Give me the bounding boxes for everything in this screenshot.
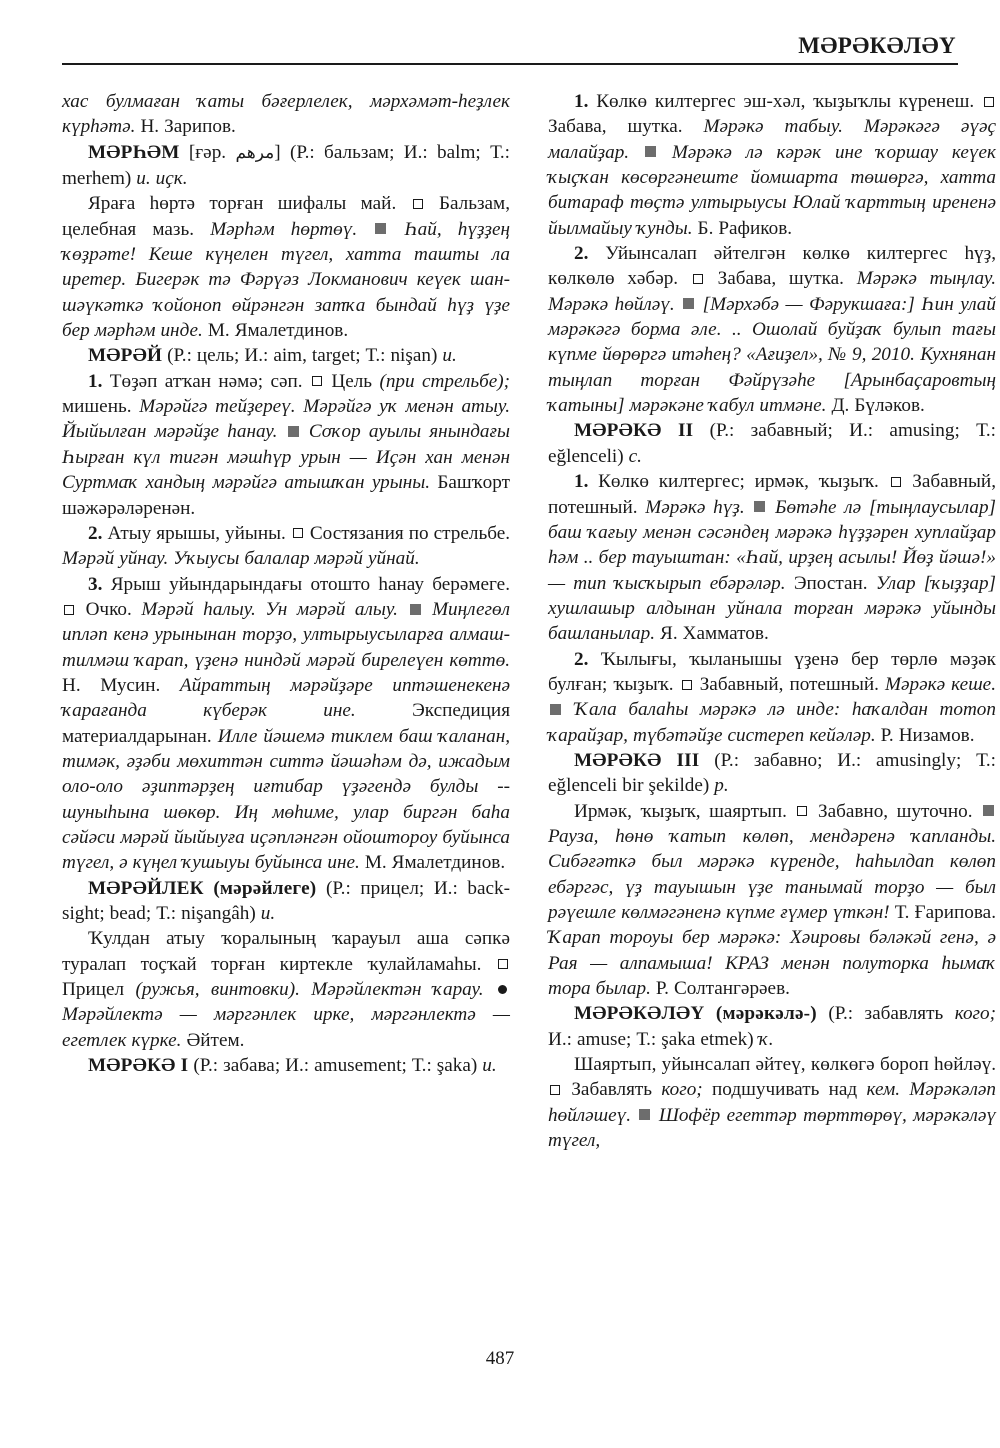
illustration-marker-icon	[288, 426, 299, 437]
header-rule	[62, 63, 958, 65]
translation-italic-b: кем.	[866, 1079, 901, 1101]
part-of-speech: и.	[260, 903, 276, 924]
citation: Мәрәкә лә кәрәк ине ҡоршау кеүек ҡыҫҡан көсөргәнеште йомшарта төшөргә, хатта битараф төҫтә ултырыусы Юлай ҡарттың ирененә йылмайыу ҡунды.	[548, 141, 997, 239]
citation-source-2: Р. Солтангәрәев.	[655, 978, 790, 1000]
examples: Мәрәкә тыңлау. Мәрәкә һөйләү.	[548, 268, 996, 315]
headword: МӘРӘЙЛЕК	[88, 877, 204, 899]
illustration-marker-icon	[645, 146, 656, 157]
inflection: (мәрәйлеге)	[213, 877, 317, 899]
translation-italic: (ружья, винтовки).	[135, 979, 300, 1001]
left-column	[62, 89, 510, 1078]
citation-source: Башҡорт шәжәрәләренән.	[62, 472, 511, 519]
citation-2: Кухнянан тыңлап торған Фәйрүзәһе [Арынбаҫаровтың ҡатыны] мәрәкәне ҡабул итмәне.	[548, 344, 997, 417]
illustration-marker-icon	[754, 501, 765, 512]
translation: Состязания по стрельбе.	[309, 522, 511, 544]
gloss-roman-b: И.: amuse; Т.: şaka etmek)	[548, 1028, 754, 1050]
sense-number: 2.	[574, 648, 589, 670]
part-of-speech: и.	[442, 345, 457, 367]
translation: Очко.	[85, 598, 132, 620]
illustration-marker-icon	[983, 805, 994, 816]
citation-source-3: М. Ямалетдинов.	[364, 852, 506, 874]
citation-source: М. Ямалетдинов.	[207, 320, 349, 342]
entry-marailek-head	[62, 876, 510, 927]
entry-maraka-1-sense-1	[548, 89, 996, 241]
etymology-arabic: مرهم	[235, 142, 275, 163]
right-column	[548, 89, 996, 1153]
headword: МӘРҺӘМ	[88, 141, 180, 163]
definition: Ҡылығы, ҡыланышы үҙенә бер төрлө мәҙәк булған; ҡыҙыҡ.	[548, 648, 996, 695]
entry-maraka-1-head	[62, 1053, 510, 1078]
translation-marker-icon	[550, 1085, 560, 1095]
citation-source: Т. Ғарипова.	[894, 902, 996, 923]
translation-marker-icon	[293, 528, 303, 538]
examples: Мәрәй уйнау. Уҡыусы балалар мәрәй уйнай.	[62, 548, 420, 570]
definition: Көлкө килтергес эш-хәл, ҡыҙыҡлы күренеш.	[596, 91, 975, 112]
examples: Мәрәйлектән ҡарау.	[311, 979, 484, 1001]
illustration-marker-icon	[375, 223, 386, 234]
translation-marker-icon	[891, 477, 901, 487]
headword: МӘРӘКӘ II	[574, 420, 694, 442]
gloss-italic: кого;	[954, 1003, 997, 1025]
sense-number: 2.	[88, 522, 103, 544]
gloss: (Р.: бальзам; И.: balm; Т.: merhem)	[62, 141, 511, 190]
translation-marker-icon	[984, 97, 994, 107]
carryover-source: Н. Зарипов.	[140, 116, 236, 138]
citation-3: Илле йәшемә тиклем баш ҡаланан, тимәк, әҙәби мөхиттән ситтә йәшәһәм дә, ижадым оло-оло әҙиптәрҙең иғтибар үҙәгендә булды -- шуныһына шөкөр. Иң мөһиме, улар биргән баһа сәйәси мәрәй йыйыуға иҫәпләнгән ойоштороу буйынса түгел, ә күңел ҡушыуы буйынса ине.	[62, 725, 511, 874]
citation-2: Ҡарап тороуы бер мәрәкә: Хәировы бәләкәй генә, ә Рая — алпамыша! КРАЗ менән полуторка һымаҡ тора былар.	[548, 927, 996, 1000]
sense-number: 1.	[88, 370, 103, 392]
gloss: (Р.: забавный; И.: amusing; Т.: eğlenceli)	[548, 420, 997, 467]
part-of-speech: р.	[714, 775, 729, 797]
translation-roman-b: подшучивать над	[712, 1079, 858, 1101]
entry-marhem-head	[62, 140, 510, 192]
translation-marker-icon	[797, 806, 807, 816]
translation-roman-b: мишень.	[62, 396, 132, 418]
citation: Һай, һүҙҙең ҡөҙрәте! Кеше күңелен түгел, хатта ташты ла иретер. Бигерәк тә Фәрүәз Локманович кеүек шан-шәүкәткә ҡойоноп өйрәнгән затҡа бындай һүҙ үҙе бер мәрһәм инде.	[62, 218, 510, 342]
translation-roman: Забавлять	[571, 1079, 653, 1101]
entry-maraka-2-sense-2	[548, 647, 996, 748]
carryover-italic-tail: хас булмаған ҡаты бәғерлелек, мәрхәмәт-һеҙлек күрһәтә.	[62, 91, 510, 138]
examples: Мәрһәм һөртөү.	[210, 218, 358, 240]
entry-marailek-sense-1	[62, 926, 510, 1053]
citation-2: Айраттың мәрәйҙәре иптәшенекенә ҡарағанда күберәк ине.	[62, 674, 510, 722]
citation-source: «Ағиҙел», № 9, 2010.	[746, 344, 915, 366]
illustration-marker-icon	[410, 604, 421, 615]
sense-number: 1.	[574, 471, 589, 493]
translation: Забава, шутка.	[717, 268, 844, 290]
citation-source: Б. Рафиков.	[697, 217, 793, 239]
examples: Мәрәкә табыу. Мәрәкәгә әүәҫ малайҙар.	[548, 116, 996, 163]
sense-number: 3.	[88, 573, 103, 595]
illustration-marker-icon	[550, 704, 561, 715]
gloss: (Р.: забава; И.: amusement; Т.: şaka)	[193, 1055, 478, 1077]
part-of-speech: и.	[482, 1055, 497, 1077]
entry-marakalau-sense-1	[548, 1052, 996, 1153]
citation: Соҡор ауылы янындағы Һырған күл тигән мәшһүр урын — Иҫән хан менән Суртмаҡ хандың мәрәйгә атышҡан урыны.	[62, 421, 510, 494]
text-columns	[62, 89, 997, 1153]
page-number: 487	[485, 1348, 515, 1369]
entry-marai-sense-1	[62, 369, 510, 521]
definition: Ярыш уйындарындағы отошто һанау берәмеге.	[110, 573, 510, 595]
headword: МӘРӘКӘЛӘҮ	[574, 1003, 705, 1025]
running-head: МӘРӘКӘЛӘҮ	[798, 33, 956, 58]
part-of-speech: ҡ.	[758, 1028, 774, 1050]
headword: МӘРӘКӘ I	[88, 1055, 189, 1077]
definition: Шаяртып, уйынсалап әйтеү, көлкөгә бороп һөйләү.	[574, 1054, 996, 1076]
proverb-marker-icon	[498, 985, 507, 994]
entry-maraka-2-head	[548, 418, 996, 469]
inflection: (мәрәкәлә-)	[715, 1003, 817, 1025]
translation: Забавно, шуточно.	[817, 800, 973, 822]
translation-marker-icon	[312, 376, 322, 386]
entry-maraka-2-sense-1	[548, 469, 996, 646]
citation: Миңлегөл ипләп кенә урынынан торҙо, ултырыусыларға алмаш-тилмәш ҡарап, үҙенә ниндәй мәрәй бирелеүен көттө.	[62, 598, 510, 671]
entry-marai-sense-3	[62, 572, 510, 876]
translation-roman: Цель	[331, 370, 373, 392]
translation-marker-icon	[413, 199, 423, 209]
translation-roman: Прицел	[62, 979, 125, 1001]
citation-source: Н. Мусин.	[62, 674, 161, 696]
part-of-speech: и. иҫк.	[136, 168, 188, 190]
entry-maraka-1-sense-2	[548, 241, 996, 418]
definition: Уйынсалап әйтелгән көлкө килтергес һүҙ, көлкөлө хәбәр.	[548, 243, 997, 290]
citation: [Мәрхәбә — Фәрукшаға:] Һин улай мәрәкәгә борма әле. .. Ошолай буйҙаҡ булып тағы күпме йөрөргә итәһең?	[548, 293, 996, 366]
sense-number: 1.	[574, 91, 589, 112]
definition: Атыу ярышы, уйыны.	[107, 522, 286, 544]
examples: Мәрәкә кеше.	[885, 673, 996, 695]
headword: МӘРӘЙ	[88, 345, 163, 367]
translation-marker-icon	[682, 680, 692, 690]
entry-marhem-sense-1	[62, 191, 510, 343]
part-of-speech: с.	[628, 445, 642, 467]
translation-marker-icon	[498, 959, 508, 969]
definition: Яраға һөртә торған шифалы май.	[88, 193, 397, 215]
citation-source: Р. Низамов.	[880, 724, 975, 746]
citation-2: Улар [ҡыҙҙар] хушлашыр алдынан уйнала торған мәрәкә уйынды башланылар.	[548, 572, 997, 645]
illustration-marker-icon	[683, 298, 694, 309]
headword: МӘРӘКӘ III	[574, 749, 700, 771]
gloss: (Р.: забавно; И.: amusingly; Т.: eğlenceli bir şekilde)	[548, 749, 997, 797]
gloss-roman: (Р.: забавлять	[828, 1003, 944, 1025]
proverb: Мәрәйлектә — мәргәнлек ирке, мәргәнлектә — егетлек күрке.	[62, 1004, 510, 1051]
illustration-marker-icon	[639, 1109, 650, 1120]
translation-italic: кого;	[661, 1079, 703, 1101]
definition: Көлкө килтергес; ирмәк, ҡыҙыҡ.	[598, 471, 879, 493]
carryover-paragraph	[62, 89, 510, 140]
entry-marai-head	[62, 343, 510, 368]
entry-marai-sense-2	[62, 521, 510, 572]
examples: Мәрәй һалыу. Ун мәрәй алыу.	[141, 598, 398, 620]
definition: Ҡулдан атыу ҡоралының ҡарауыл аша сәпкә туралап тоҫҡай торған киртекле ҡулайламаһы.	[62, 928, 510, 975]
gloss: (Р.: прицел; И.: back-sight; bead; Т.: nişangâh)	[62, 877, 511, 924]
examples: Мәрәйгә тейҙереү. Мәрәйгә уҡ менән атыу. Йыйылған мәрәйҙе һанау.	[62, 396, 510, 443]
citation-source-2: Д. Бүләков.	[831, 395, 925, 417]
citation: Шофёр егеттәр төрттөрөү, мәрәкәләү түгел,	[548, 1104, 997, 1152]
examples: Мәрәкәләп һөйләшеү.	[548, 1079, 996, 1126]
citation: Бөтәһе лә [тыңлаусылар] баш ҡағыу менән сәсәндең мәрәкә һүҙҙәрен хуплайҙар һәм .. бер тауыштан: «Һай, ирҙең асылы! Йөҙ йәшә!» — тип ҡысҡырып ебәрәләр.	[548, 496, 997, 594]
translation: Забавный, потешный.	[548, 471, 996, 518]
citation-source-2: Я. Хамматов.	[660, 623, 769, 645]
entry-maraka-3-head	[548, 748, 996, 799]
translation: Забава, шутка.	[548, 116, 683, 138]
citation-source: Эпостан.	[793, 572, 868, 594]
gloss: (Р.: цель; И.: aim, target; Т.: nişan)	[167, 345, 438, 367]
translation-marker-icon	[64, 605, 74, 615]
sense-number: 2.	[574, 243, 589, 265]
proverb-source: Әйтем.	[186, 1029, 245, 1051]
translation: Забавный, потешный.	[699, 673, 879, 695]
etymology-open: [ғәр.	[188, 141, 227, 163]
translation: Бальзам, целебная мазь.	[62, 193, 511, 240]
definition: Төҙәп атҡан нәмә; сәп.	[109, 370, 303, 392]
citation: Рауза, һөнө ҡатып көлөп, мендәренә ҡапланды. Сибәғәткә был мәрәкә күренде, һаһылдап көлөп ебәргәс, үҙ тауышын үҙе танымай торҙо — был рәүешле көлмәгәненә күпме ғүмер үткән!	[548, 825, 996, 923]
translation-italic: (при стрельбе);	[379, 370, 511, 392]
definition: Ирмәк, ҡыҙыҡ, шаяртып.	[574, 800, 787, 822]
citation-source-2: Экспедиция материалдарынан.	[62, 700, 511, 747]
translation-marker-icon	[693, 274, 703, 284]
entry-marakalau-head	[548, 1001, 996, 1052]
etymology-close: ]	[274, 141, 281, 163]
entry-maraka-3-sense-1	[548, 799, 996, 1002]
citation: Ҡала балаһы мәрәкә лә инде: һаҡалдан тотоп ҡарайҙар, түбәтәйҙе систереп кейәләр.	[548, 699, 996, 746]
examples: Мәрәкә һүҙ.	[645, 496, 745, 518]
